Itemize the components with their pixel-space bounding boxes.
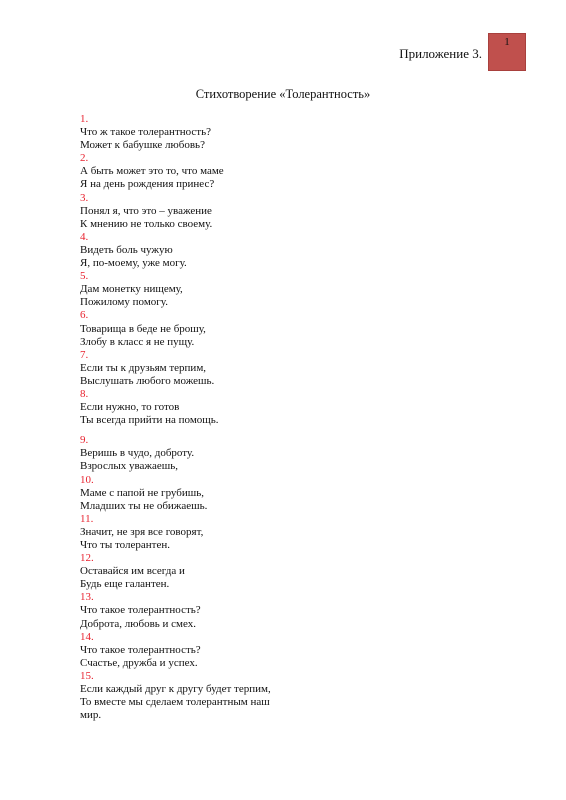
stanza <box>80 474 500 513</box>
poem-line: Маме с папой не грубишь, <box>80 486 204 499</box>
stanza-number: 3. <box>80 191 89 204</box>
poem-line: Ты всегда прийти на помощь. <box>80 414 219 427</box>
stanza <box>80 152 500 191</box>
poem-line: Дам монетку нищему, <box>80 283 183 296</box>
poem-line: Если каждый друг к другу будет терпим, <box>80 683 271 696</box>
stanza <box>80 192 500 231</box>
stanza-number: 12. <box>80 552 94 565</box>
poem-line: Что ж такое толерантность? <box>80 126 212 139</box>
poem-line: Злобу в класс я не пущу. <box>80 335 195 348</box>
stanza-number: 15. <box>80 669 94 682</box>
poem-line: мир. <box>80 709 102 722</box>
poem-line: Младших ты не обижаешь. <box>80 499 208 512</box>
page-number: 1 <box>504 36 510 48</box>
poem-line: Я на день рождения принес? <box>80 178 215 191</box>
stanza-number: 10. <box>80 473 94 486</box>
stanza <box>80 349 500 388</box>
stanza-number: 13. <box>80 591 94 604</box>
poem-line: Что ты толерантен. <box>80 539 170 551</box>
poem-line: Значит, не зря все говорят, <box>80 525 204 538</box>
poem-line: Веришь в чудо, доброту. <box>80 447 195 460</box>
stanza-number: 14. <box>80 630 94 643</box>
stanza <box>80 309 500 348</box>
poem-line: Я, по-моему, уже могу. <box>80 257 187 270</box>
poem-line: Если нужно, то готов <box>80 401 180 414</box>
poem-line: Оставайся им всегда и <box>80 565 185 578</box>
poem-line: Доброта, любовь и смех. <box>80 617 197 630</box>
poem-title: Стихотворение «Толерантность» <box>195 87 371 101</box>
appendix-label: Приложение 3. <box>399 46 482 61</box>
poem-line: Пожилому помогу. <box>80 296 168 309</box>
stanza <box>80 670 500 722</box>
poem-line: Взрослых уважаешь, <box>80 460 179 473</box>
stanza <box>80 388 500 427</box>
stanza <box>80 231 500 270</box>
stanza-gap <box>80 427 500 434</box>
stanza <box>80 434 500 473</box>
stanza <box>80 631 500 670</box>
stanza <box>80 270 500 309</box>
stanza-number: 11. <box>80 512 94 525</box>
stanza-number: 1. <box>80 113 89 125</box>
poem-line: Выслушать любого можешь. <box>80 374 215 387</box>
poem-line: А быть может это то, что маме <box>80 165 224 178</box>
poem-line: Будь еще галантен. <box>80 578 170 591</box>
poem-line: То вместе мы сделаем толерантным наш <box>80 696 270 709</box>
page-number-badge <box>488 33 526 71</box>
stanza-number: 2. <box>80 152 89 165</box>
poem-body <box>80 113 500 722</box>
stanza <box>80 113 500 152</box>
poem-line: Что такое толерантность? <box>80 604 201 617</box>
poem-line: Видеть боль чужую <box>80 243 173 256</box>
poem-line: Если ты к друзьям терпим, <box>80 361 207 374</box>
stanza-number: 7. <box>80 348 89 361</box>
stanza-number: 4. <box>80 230 89 243</box>
stanza-number: 8. <box>80 387 89 400</box>
poem-line: Товарища в беде не брошу, <box>80 322 206 335</box>
poem-line: К мнению не только своему. <box>80 217 213 230</box>
poem-line: Может к бабушке любовь? <box>80 139 205 152</box>
stanza <box>80 552 500 591</box>
stanza-number: 6. <box>80 309 89 322</box>
poem-line: Счастье, дружба и успех. <box>80 656 198 669</box>
stanza-number: 9. <box>80 434 89 447</box>
poem-line: Что такое толерантность? <box>80 643 201 656</box>
poem-line: Понял я, что это – уважение <box>80 204 212 217</box>
stanza <box>80 591 500 630</box>
stanza-number: 5. <box>80 270 89 283</box>
stanza <box>80 513 500 552</box>
